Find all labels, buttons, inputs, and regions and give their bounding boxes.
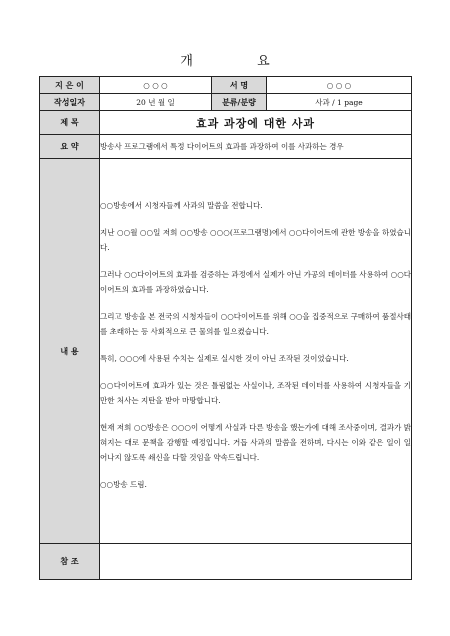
content-paragraph: 지난 ○○월 ○○일 저희 ○○방송 ○○○(프로그램명)에서 ○○다이어트에 관한 방송을 하였습니다.	[100, 228, 411, 252]
reference-value[interactable]	[100, 544, 412, 580]
content-paragraph: 현재 저희 ○○방송은 ○○○이 어떻게 사실과 다른 방송을 했는가에 대해 조사중이며, 결과가 밝혀지는 대로 문책을 감행할 예정입니다. 거듭 사과의 말씀을 전하며, 다시는 이와 같은 일이 일어나지 않도록 쇄신을 다할 것임을 약속드립니다.	[100, 423, 411, 462]
subject-label: 제 목	[40, 111, 100, 135]
content-paragraph: ○○방송에서 시청자들께 사과의 말씀을 전합니다.	[100, 201, 263, 210]
date-label: 작성일자	[40, 94, 100, 111]
summary-form-table	[39, 76, 412, 580]
date-value[interactable]: 20 년 월 일	[100, 94, 212, 111]
category-label: 분류/분량	[212, 94, 267, 111]
category-value[interactable]: 사과 / 1 page	[267, 94, 412, 111]
content-label: 내 용	[40, 159, 100, 544]
content-paragraph: 그러나 ○○다이어트의 효과를 검증하는 과정에서 실제가 아닌 가공의 데이터를 사용하여 ○○다이어트의 효과를 과장하였습니다.	[100, 270, 411, 294]
content-paragraph: 특히, ○○○에 사용된 수치는 실제로 실시한 것이 아닌 조작된 것이었습니다.	[100, 354, 349, 363]
content-paragraph: ○○방송 드림.	[100, 480, 147, 489]
reference-label: 참 조	[40, 544, 100, 580]
author-row	[40, 77, 412, 94]
subject-value[interactable]: 효과 과장에 대한 사과	[100, 111, 412, 135]
content-row	[40, 159, 412, 544]
document-title: 개 요	[180, 54, 300, 69]
content-paragraph: 그리고 방송을 본 전국의 시청자들이 ○○다이어트를 위해 ○○을 집중적으로 구매하여 품절사태를 초래하는 등 사회적으로 큰 물의를 일으켰습니다.	[100, 312, 411, 336]
signature-label: 서 명	[212, 77, 267, 94]
subject-row	[40, 111, 412, 135]
author-label: 지 은 이	[40, 77, 100, 94]
reference-row	[40, 544, 412, 580]
summary-value[interactable]: 방송사 프로그램에서 특정 다이어트의 효과를 과장하여 이를 사과하는 경우	[100, 135, 412, 159]
summary-label: 요 약	[40, 135, 100, 159]
author-value[interactable]: ○ ○ ○	[100, 77, 212, 94]
signature-value[interactable]: ○ ○ ○	[267, 77, 412, 94]
date-row	[40, 94, 412, 111]
content-paragraph: ○○다이어트에 효과가 있는 것은 틀림없는 사실이나, 조작된 데이터를 사용하여 시청자들을 기만한 처사는 지탄을 받아 마땅합니다.	[100, 381, 411, 405]
summary-row	[40, 135, 412, 159]
content-body[interactable]	[100, 159, 412, 544]
